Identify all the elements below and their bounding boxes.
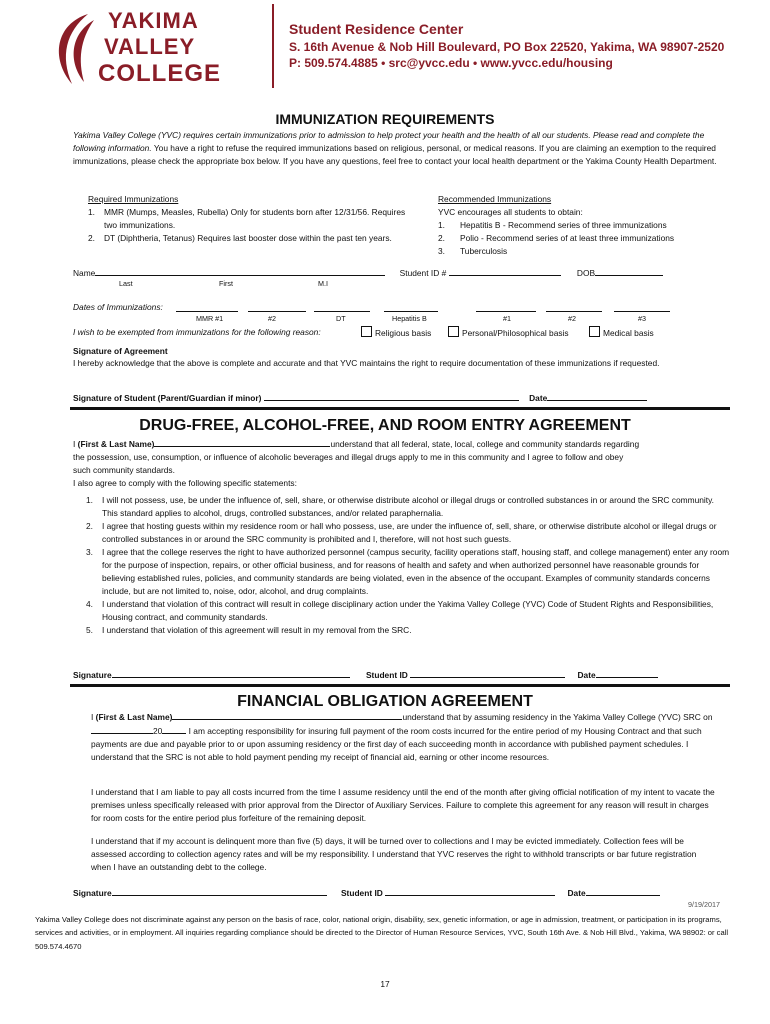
list-item: 1. MMR (Mumps, Measles, Rubella) Only for students born after 12/31/56. Requires two immunizations.	[88, 207, 406, 231]
name-sub-last: Last	[119, 279, 133, 288]
fin-name-field[interactable]	[172, 710, 402, 720]
drug-signature-field[interactable]	[112, 668, 350, 678]
student-id-field[interactable]	[449, 266, 561, 276]
name-row	[73, 266, 733, 280]
date-field-hep3[interactable]	[614, 302, 670, 312]
office-info	[289, 20, 749, 71]
checkbox[interactable]	[361, 326, 372, 337]
date-sub: #1	[503, 314, 511, 323]
date-field-mmr1[interactable]	[176, 302, 238, 312]
name-label: Name	[73, 268, 96, 278]
recommended-title: Recommended Immunizations	[438, 194, 552, 204]
name-sub-first: First	[219, 279, 233, 288]
fin-student-id-field[interactable]	[385, 886, 555, 896]
list-item: 2. I agree that hosting guests within my residence room or hall who possess, use, are under the influence of, sell, share, or otherwise distribute alcohol or illegal drugs or controlled substances in or around the SRC community is prohibited and I, therefore, will not host such guests.	[86, 521, 717, 545]
immunization-title: IMMUNIZATION REQUIREMENTS	[275, 111, 495, 127]
financial-title: FINANCIAL OBLIGATION AGREEMENT	[237, 693, 533, 710]
date-field-dt[interactable]	[314, 302, 370, 312]
intro-rest: You have a right to refuse the required immunizations based on religious, personal, or medical reasons. If you are claiming an exemption to the required immunizations, please check the appropriate box below. If you have any questions, feel free to contact your local health department or the Yakima County Health Department.	[73, 143, 717, 167]
logo-line-3: COLLEGE	[98, 60, 222, 87]
office-contact: P: 509.574.4885 • src@yvcc.edu • www.yvcc.edu/housing	[289, 56, 613, 71]
financial-para-3: I understand that if my account is delinquent more than five (5) days, it will be turned over to collections and I may be evicted immediately. Collection fees will be assessed according to collection agency rates and will be my responsibility. I understand that YVC reserves the right to withhold transcripts or bar future registration when I have an outstanding debt to the college.	[91, 836, 697, 873]
exempt-personal[interactable]: Personal/Philosophical basis	[448, 326, 569, 340]
recommended-intro: YVC encourages all students to obtain:	[438, 207, 583, 218]
src-year-field[interactable]	[162, 724, 186, 734]
list-item: 3. Tuberculosis	[438, 246, 508, 257]
sig-agreement-title: Signature of Agreement	[73, 346, 168, 356]
exempt-religious[interactable]: Religious basis	[361, 326, 431, 340]
date-sub: #3	[638, 314, 646, 323]
exempt-label: I wish to be exempted from immunizations for the following reason:	[73, 327, 321, 337]
drug-statements	[86, 494, 731, 637]
date-sub: Hepatitis B	[392, 314, 427, 323]
office-name: Student Residence Center	[289, 21, 464, 37]
page-number: 17	[380, 979, 390, 989]
logo-line-1: YAKIMA	[108, 8, 199, 33]
office-address: S. 16th Avenue & Nob Hill Boulevard, PO Box 22520, Yakima, WA 98907-2520	[289, 39, 725, 54]
student-signature-row: Signature of Student (Parent/Guardian if minor) Date	[73, 391, 733, 405]
dob-label: DOB	[576, 268, 596, 278]
college-logo	[48, 8, 258, 94]
src-date-field[interactable]	[91, 724, 153, 734]
financial-para-2: I understand that I am liable to pay all costs incurred from the time I assume residency until the end of the month after giving official notification of my intent to vacate the premises unless specifically released with prior approval from the Director of Auxiliary Services. Failure to complete this agreement for any reason will result in charges for room costs for the entire period plus forfeiture of the remaining deposit.	[91, 787, 715, 824]
section-divider	[70, 684, 730, 687]
student-signature-field[interactable]	[264, 391, 519, 401]
list-item: 2. DT (Diphtheria, Tetanus) Requires last booster dose within the past ten years.	[88, 233, 392, 244]
date-field-hep1[interactable]	[476, 302, 536, 312]
checkbox[interactable]	[589, 326, 600, 337]
drug-signature-row: Signature Student ID Date	[73, 668, 733, 682]
intro-italic: Yakima Valley College (YVC) requires certain immunizations prior to admission to help protect your health and the health of all our students. Please read and complete the following information.	[73, 130, 705, 154]
drug-name-field[interactable]	[154, 437, 330, 447]
checkbox[interactable]	[448, 326, 459, 337]
list-item: 1. Hepatitis B - Recommend series of three immunizations	[438, 220, 667, 231]
date-field-mmr2[interactable]	[248, 302, 306, 312]
name-sub-mi: M.I	[318, 279, 328, 288]
fin-signature-field[interactable]	[112, 886, 327, 896]
student-id-label: Student ID #	[399, 268, 447, 278]
list-item: 5. I understand that violation of this agreement will result in my removal from the SRC.	[86, 625, 412, 636]
required-title: Required Immunizations	[88, 194, 179, 204]
sig-agreement-text: I hereby acknowledge that the above is complete and accurate and that YVC maintains the right to require documentation of these immunizations if requested.	[73, 358, 660, 368]
drug-intro: I (First & Last Name) understand that all federal, state, local, college and community standards regarding the possession, use, consumption, or influence of alcoholic beverages and illegal drugs apply to me in this community and I agree to follow and obey such community standards. I also agree to comply with the following specific statements:	[73, 439, 640, 489]
header-divider	[272, 4, 274, 88]
list-item: 3. I agree that the college reserves the right to have authorized personnel (campus security, facility operations staff, housing staff, and college management) enter any room for the purpose of inspection, repairs, or other official business, and for reasons of health and safety and when authorized personnel have reasonable grounds for believing established rules, policies, and community standards are being violated, even in the absence of the occupant. Examples of community standards concerns include, but are not limited to, noise, odor, alcohol, and drug complaints.	[86, 547, 730, 597]
immunization-intro	[73, 129, 728, 168]
recommended-immunizations	[438, 193, 738, 258]
list-item: 4. I understand that violation of this contract will result in college disciplinary action under the Yakima Valley College (YVC) Code of Student Rights and Responsibilities, Housing contract, and community standards.	[86, 599, 714, 623]
required-immunizations	[88, 193, 418, 245]
section-divider	[70, 407, 730, 410]
date-field-hepb[interactable]	[384, 302, 438, 312]
name-field[interactable]	[95, 266, 385, 276]
list-item: 1. I will not possess, use, be under the influence of, sell, share, or otherwise distribute alcohol or illegal drugs or controlled substances in or around the SRC community. This standard applies to alcohol, drugs, controlled substances, and/or related paraphernalia.	[86, 495, 714, 519]
dob-field[interactable]	[595, 266, 663, 276]
financial-para-1: I (First & Last Name) understand that by assuming residency in the Yakima Valley College (YVC) SRC on 20 I am accepting responsibility for insuring full payment of the room costs incurred for the entire period of my Housing Contract and that such payments are due and payable prior to or upon assuming residency or the first day of each succeeding month in accordance with published payment schedules. I understand that the SRC is not able to hold payment pending my receipt of financial aid, earning or other income resources.	[91, 712, 713, 763]
list-item: 2. Polio - Recommend series of at least three immunizations	[438, 233, 675, 244]
fin-date-field[interactable]	[586, 886, 660, 896]
dates-label: Dates of Immunizations:	[73, 302, 163, 312]
drug-date-field[interactable]	[596, 668, 658, 678]
fin-signature-row: Signature Student ID Date	[73, 886, 733, 900]
drug-free-title: DRUG-FREE, ALCOHOL-FREE, AND ROOM ENTRY AGREEMENT	[139, 417, 631, 434]
date-sub: #2	[268, 314, 276, 323]
date-sub: DT	[336, 314, 346, 323]
date-field-hep2[interactable]	[546, 302, 602, 312]
drug-student-id-field[interactable]	[410, 668, 565, 678]
nondiscrimination-statement: Yakima Valley College does not discriminate against any person on the basis of race, color, national origin, disability, sex, genetic information, or age in admission, treatment, or participation in its programs, services and activities, or in employment. All inquiries regarding compliance should be directed to the Director of Human Resource Services, YVC, South 16th Ave. & Nob Hill Blvd., Yakima, WA 98902: or call 509.574.4670	[35, 915, 729, 951]
date-sub: MMR #1	[196, 314, 224, 323]
signature-date-field[interactable]	[547, 391, 647, 401]
logo-line-2: VALLEY	[104, 34, 196, 59]
version-date: 9/19/2017	[688, 900, 720, 909]
exempt-medical[interactable]: Medical basis	[589, 326, 654, 340]
date-sub: #2	[568, 314, 576, 323]
